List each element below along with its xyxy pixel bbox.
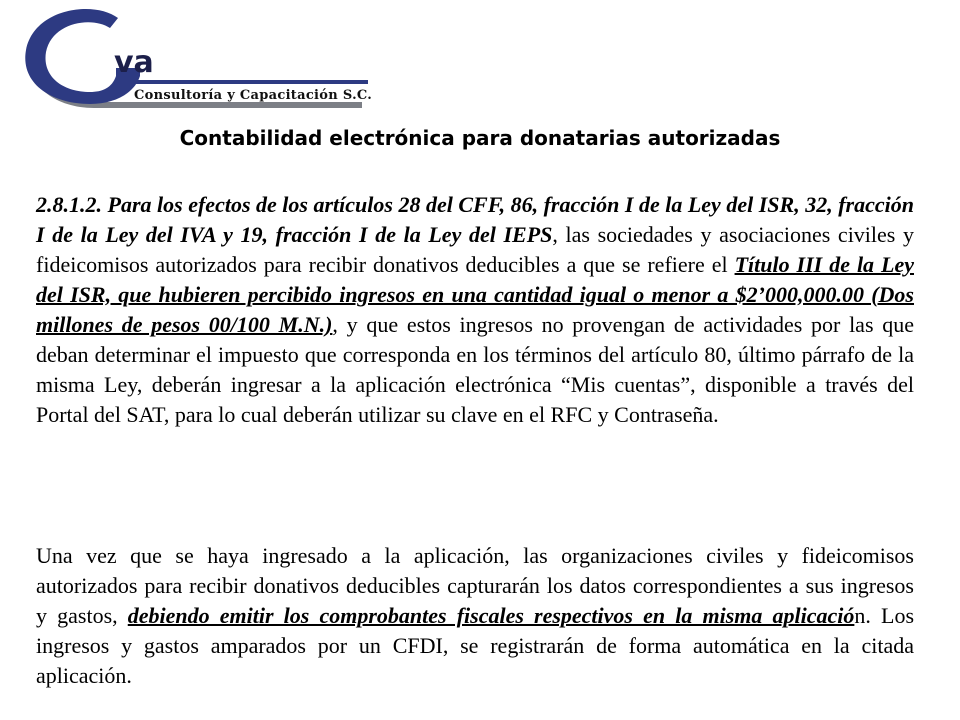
logo-caption: Consultoría y Capacitación S.C. bbox=[134, 88, 373, 103]
rule-intro: Para los efectos de los artículos 28 del CFF, 86, fracción I de la Ley del ISR, 32, fracción I de la Ley del IVA y 19, fracción I de la Ley del IEPS bbox=[36, 192, 914, 247]
company-logo bbox=[22, 4, 372, 116]
logo-underline bbox=[128, 80, 368, 84]
logo-letters: va bbox=[114, 45, 154, 80]
second-paragraph-text-2: n. Los ingresos y gastos amparados por un CFDI, se registrarán de forma automática en la citada aplicación. bbox=[36, 603, 914, 688]
document-title: Contabilidad electrónica para donatarias autorizadas bbox=[179, 126, 781, 150]
rule-emphasis: Título III de la Ley del ISR, que hubieren percibido ingresos en una cantidad igual o menor a $2’000,000.00 (Dos millones de pesos 00/100 M.N.) bbox=[36, 252, 914, 337]
second-paragraph-emphasis: debiendo emitir los comprobantes fiscales respectivos en la misma aplicació bbox=[127, 603, 855, 628]
rule-text-part-1: , las sociedades y asociaciones civiles y fideicomisos autorizados para recibir donativos deducibles a que se refiere el bbox=[36, 222, 914, 277]
rule-paragraph bbox=[36, 190, 914, 430]
second-paragraph bbox=[36, 541, 914, 691]
rule-text-part-2: , y que estos ingresos no provengan de actividades por las que deban determinar el impuesto que corresponda en los términos del artículo 80, último párrafo de la misma Ley, deberán ingresar a la aplicación electrónica “Mis cuentas”, disponible a través del Portal del SAT, para lo cual deberán utilizar su clave en el RFC y Contraseña. bbox=[36, 312, 914, 427]
rule-number: 2.8.1.2. bbox=[36, 192, 102, 217]
second-paragraph-text-1: Una vez que se haya ingresado a la aplicación, las organizaciones civiles y fideicomisos autorizados para recibir donativos deducibles capturarán los datos correspondientes a sus ingresos y gastos, bbox=[36, 543, 914, 628]
